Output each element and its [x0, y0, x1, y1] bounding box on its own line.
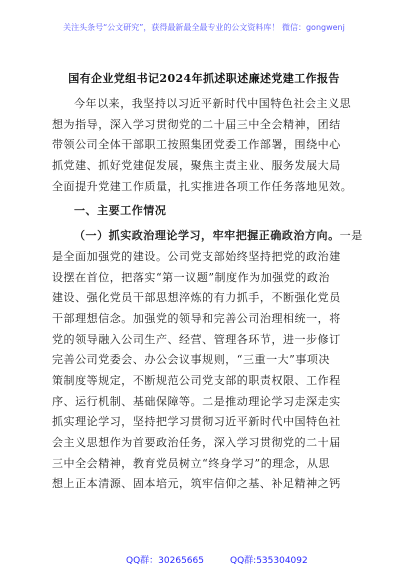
body-line: 党的领导融入公司生产、经营、管理各环节，进一步修订: [52, 332, 341, 346]
body-line: 会主义思想作为首要政治任务，深入学习贯彻党的二十届: [52, 436, 341, 449]
footer-qq-group-2: QQ群:535304092: [230, 556, 308, 566]
body-line: 三中全会精神，教育党员树立“终身学习”的理念，从思: [52, 456, 330, 470]
header-banner: 关注头条号“公文研究”，获得最新最全最专业的公文资料库！ 微信：gongwenj: [63, 23, 345, 32]
body-line: 完善公司党委会、办公会议事规则，“三重一大”事项决: [52, 353, 330, 367]
section-heading: 一、主要工作情况: [74, 204, 167, 218]
intro-line: 今年以来，我坚持以习近平新时代中国特色社会主义思: [74, 97, 352, 110]
subsection-heading-tail: 一是: [339, 229, 363, 243]
document-title: 国有企业党组书记2024年抓述职述廉述党建工作报告: [68, 72, 340, 85]
body-line: 策制度等规定，不断规范公司党支部的职责权限、工作程: [52, 373, 341, 387]
subsection-heading: （一）抓实政治理论学习，牢牢把握正确政治方向。: [74, 229, 340, 243]
footer: [0, 553, 408, 573]
body-line: 干部理想信念。加强党的领导和完善公司治理相统一，将: [52, 311, 341, 325]
intro-line: 想为指导，深入学习贯彻党的二十届三中全会精神，团结: [52, 117, 341, 131]
intro-line: 抓党建、抓好党建促发展，聚焦主责主业、服务发展大局: [52, 159, 341, 173]
body-line: 序、运行机制、基础保障等。二是推动理论学习走深走实: [52, 394, 341, 408]
body-line: 建设、强化党员干部思想淬炼的有力抓手，不断强化党员: [52, 291, 341, 305]
body-line: 想上正本清源、固本培元，筑牢信仰之基、补足精神之钙: [52, 477, 341, 491]
document-body: [52, 94, 368, 495]
intro-line: 带领公司全体干部职工按照集团党委工作部署，围绕中心: [52, 138, 341, 152]
footer-qq-group-1: QQ群：30265665: [126, 556, 204, 566]
intro-line: 全面提升党建工作质量，扎实推进各项工作任务落地见效。: [52, 179, 353, 193]
body-line: 是全面加强党的建设。公司党支部始终坚持把党的政治建: [52, 249, 341, 263]
body-line: 抓实理论学习，坚持把学习贯彻习近平新时代中国特色社: [52, 415, 341, 429]
subsection-heading-line: [52, 226, 368, 247]
body-line: 设摆在首位，把落实“第一议题”制度作为加强党的政治: [52, 270, 330, 284]
